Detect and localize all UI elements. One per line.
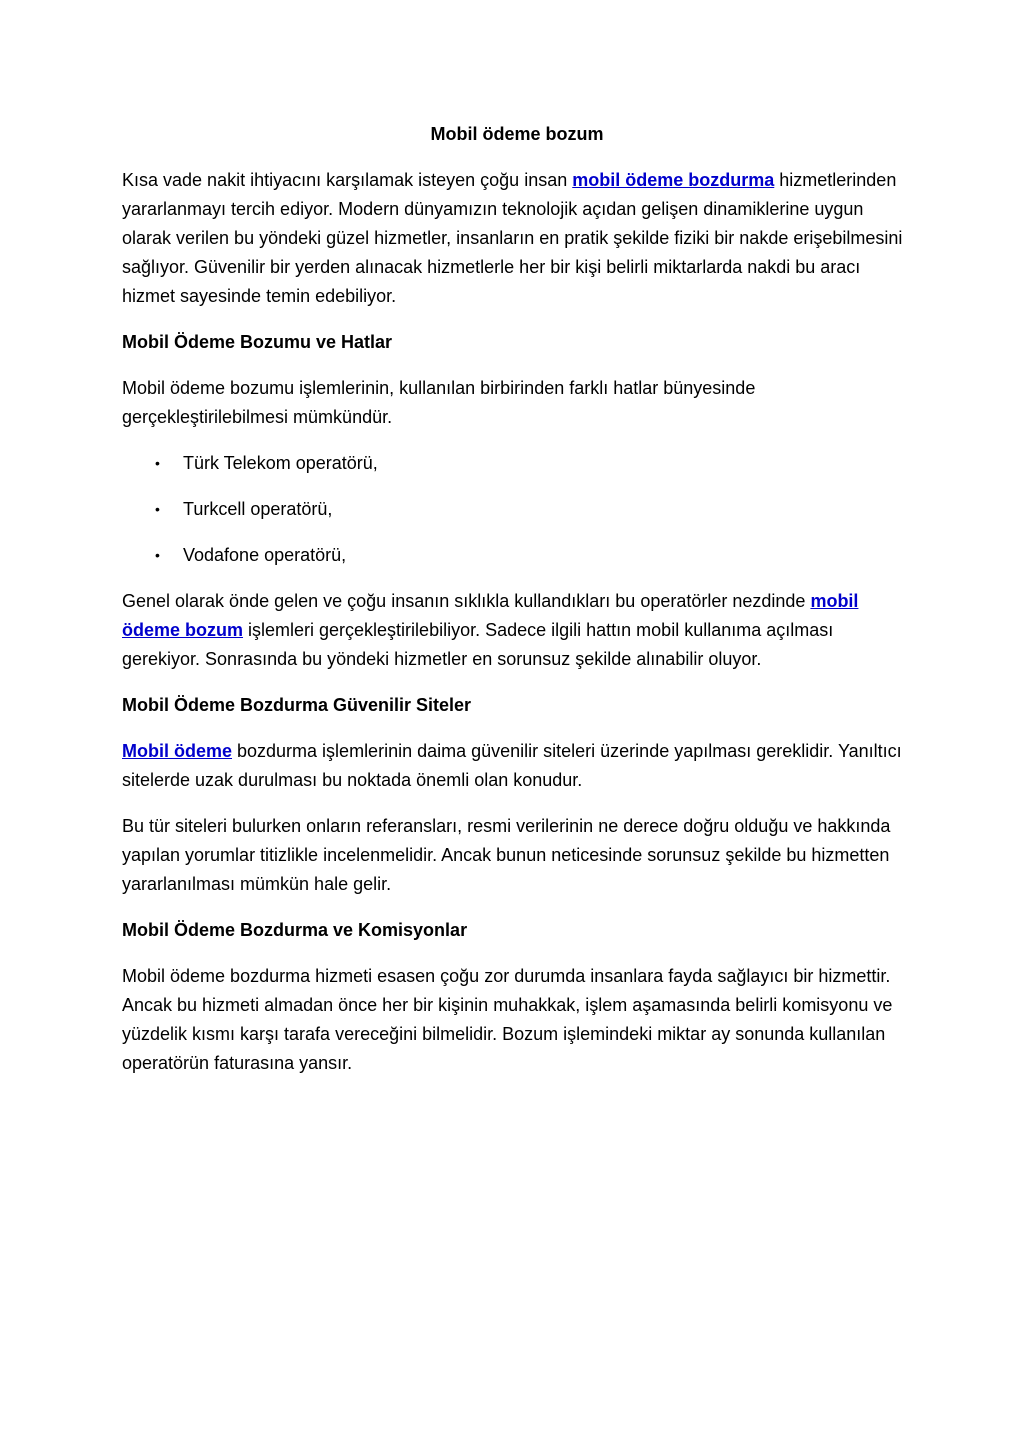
- operators-text-after: işlemleri gerçekleştirilebiliyor. Sadece ilgili hattın mobil kullanıma açılması gerekiyor. Sonrasında bu yöndeki hizmetler en sorunsuz şekilde alınabilir oluyor.: [122, 620, 834, 669]
- section-heading-hatlar: Mobil Ödeme Bozumu ve Hatlar: [122, 332, 393, 352]
- document-title: Mobil ödeme bozum: [430, 124, 604, 144]
- list-item-label: Turkcell operatörü,: [183, 499, 333, 519]
- list-item: [122, 495, 912, 524]
- document-page: [122, 120, 912, 1095]
- operators-paragraph: [122, 587, 912, 674]
- list-item-label: Türk Telekom operatörü,: [183, 453, 378, 473]
- intro-paragraph: [122, 166, 912, 311]
- operators-text-before: Genel olarak önde gelen ve çoğu insanın sıklıkla kullandıkları bu operatörler nezdinde: [122, 591, 811, 611]
- intro-text-after: hizmetlerinden yararlanmayı tercih ediyor. Modern dünyamızın teknolojik açıdan gelişen dinamiklerine uygun olarak verilen bu yöndeki güzel hizmetler, insanların en pratik şekilde fiziki bir nakde erişebilmesini sağlıyor. Güvenilir bir yerden alınacak hizmetlerle her bir kişi belirli miktarlarda nakdi bu aracı hizmet sayesinde temin edebiliyor.: [122, 170, 903, 306]
- guvenilir-text-after: bozdurma işlemlerinin daima güvenilir siteleri üzerinde yapılması gereklidir. Yanıltıcı sitelerde uzak durulması bu noktada önemli olan konudur.: [122, 741, 902, 790]
- list-item: [122, 449, 912, 478]
- guvenilir-paragraph-1: [122, 737, 912, 795]
- operator-list: [122, 449, 912, 570]
- guvenilir-paragraph-2: Bu tür siteleri bulurken onların referansları, resmi verilerinin ne derece doğru olduğu ve hakkında yapılan yorumlar titizlikle incelenmelidir. Ancak bunun neticesinde sorunsuz şekilde bu hizmetten yararlanılması mümkün hale gelir.: [122, 816, 891, 894]
- bullet-icon: •: [155, 501, 160, 517]
- mobil-odeme-bozdurma-link[interactable]: mobil ödeme bozdurma: [572, 170, 775, 190]
- section-heading-komisyonlar: Mobil Ödeme Bozdurma ve Komisyonlar: [122, 920, 468, 940]
- bullet-icon: •: [155, 547, 160, 563]
- intro-text-before: Kısa vade nakit ihtiyacını karşılamak isteyen çoğu insan: [122, 170, 573, 190]
- mobil-odeme-link[interactable]: Mobil ödeme: [122, 741, 233, 761]
- bullet-icon: •: [155, 455, 160, 471]
- section-heading-guvenilir-siteler: Mobil Ödeme Bozdurma Güvenilir Siteler: [122, 695, 472, 715]
- list-item-label: Vodafone operatörü,: [183, 545, 347, 565]
- section-hatlar-paragraph: Mobil ödeme bozumu işlemlerinin, kullanılan birbirinden farklı hatlar bünyesinde gerçekleştirilebilmesi mümkündür.: [122, 378, 756, 427]
- komisyonlar-paragraph: Mobil ödeme bozdurma hizmeti esasen çoğu zor durumda insanlara fayda sağlayıcı bir hizmettir. Ancak bu hizmeti almadan önce her bir kişinin muhakkak, işlem aşamasında belirli komisyonu ve yüzdelik kısmı karşı tarafa vereceğini bilmelidir. Bozum işlemindeki miktar ay sonunda kullanılan operatörün faturasına yansır.: [122, 966, 893, 1073]
- list-item: [122, 541, 912, 570]
- mobil-odeme-bozum-link[interactable]: mobil ödeme bozum: [122, 591, 859, 640]
